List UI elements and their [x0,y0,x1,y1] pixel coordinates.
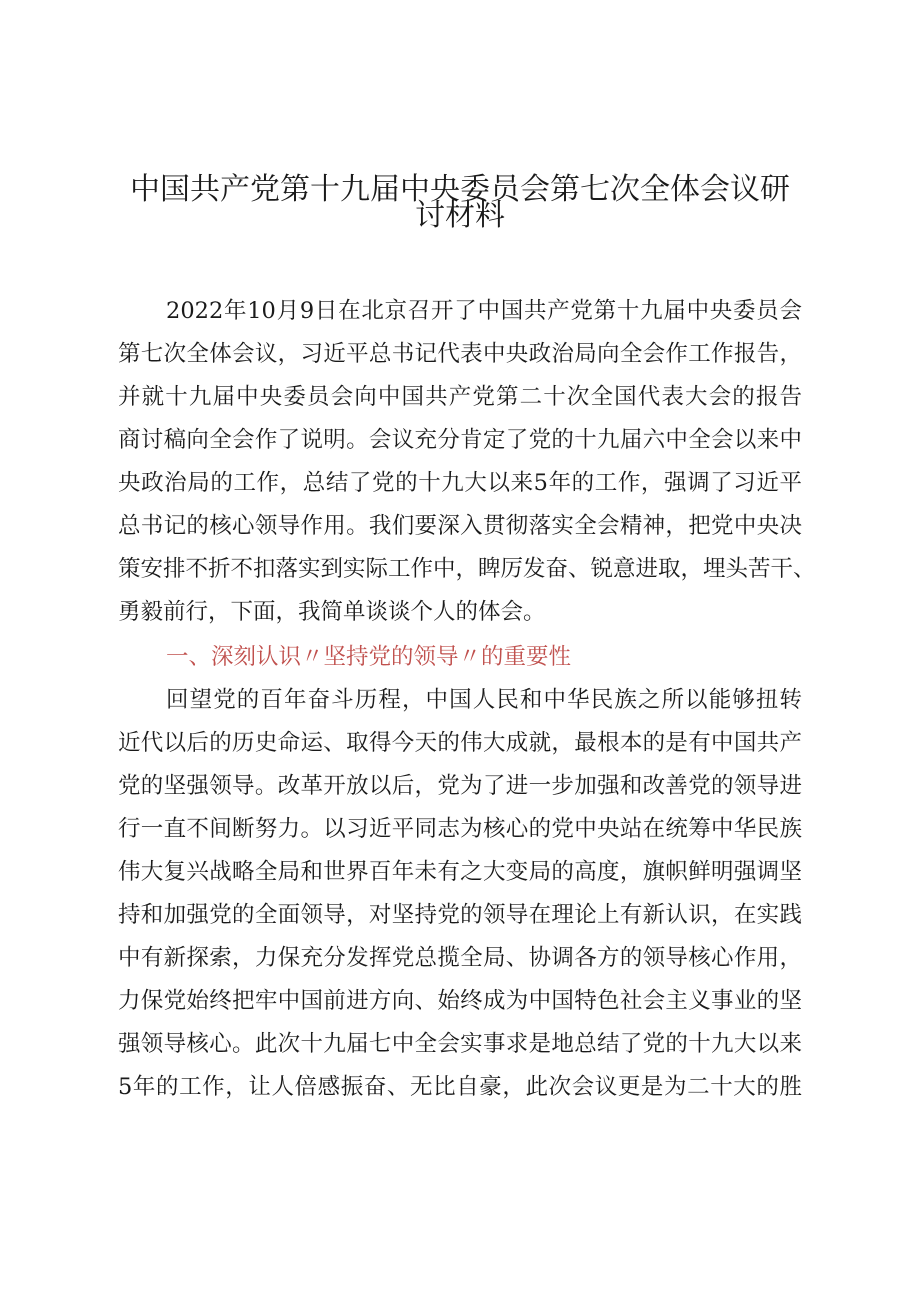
paragraph-line: 5年的工作，让人倍感振奋、无比自豪，此次会议更是为二十大的胜 [118,1074,802,1100]
paragraph-line: 近代以后的历史命运、取得今天的伟大成就，最根本的是有中国共产 [118,730,802,756]
paragraph-line: 力保党始终把牢中国前进方向、始终成为中国特色社会主义事业的坚 [118,988,802,1014]
paragraph-line: 伟大复兴战略全局和世界百年未有之大变局的高度，旗帜鲜明强调坚 [118,859,802,885]
paragraph-line: 央政治局的工作，总结了党的十九大以来5年的工作，强调了习近平 [118,470,802,496]
paragraph-line: 党的坚强领导。改革开放以后，党为了进一步加强和改善党的领导进 [118,773,802,799]
document-title-line-1: 中国共产党第十九届中央委员会第七次全体会议研 [130,172,790,207]
paragraph-line: 并就十九届中央委员会向中国共产党第二十次全国代表大会的报告 [118,384,802,410]
paragraph-line: 强领导核心。此次十九届七中全会实事求是地总结了党的十九大以来 [118,1031,802,1057]
paragraph-line: 策安排不折不扣落实到实际工作中，睥厉发奋、锐意进取，埋头苦干、 [118,556,816,582]
paragraph-line: 回望党的百年奋斗历程，中国人民和中华民族之所以能够扭转 [166,687,802,713]
paragraph-line: 行一直不间断努力。以习近平同志为核心的党中央站在统筹中华民族 [118,816,802,842]
paragraph-line: 商讨稿向全会作了说明。会议充分肯定了党的十九届六中全会以来中 [118,427,802,453]
paragraph-line: 总书记的核心领导作用。我们要深入贯彻落实全会精神，把党中央决 [118,513,802,539]
paragraph-line: 2022年10月9日在北京召开了中国共产党第十九届中央委员会 [166,298,802,324]
paragraph-line: 中有新探索，力保充分发挥党总揽全局、协调各方的领导核心作用， [118,945,802,971]
paragraph-line: 第七次全体会议，习近平总书记代表中央政治局向全会作工作报告， [118,341,802,367]
document-title-line-2: 讨材料 [415,198,505,233]
section-heading: 一、深刻认识〃坚持党的领导〃的重要性 [166,644,572,670]
paragraph-line: 持和加强党的全面领导，对坚持党的领导在理论上有新认识，在实践 [118,902,802,928]
paragraph-line: 勇毅前行，下面，我简单谈谈个人的体会。 [118,599,546,625]
